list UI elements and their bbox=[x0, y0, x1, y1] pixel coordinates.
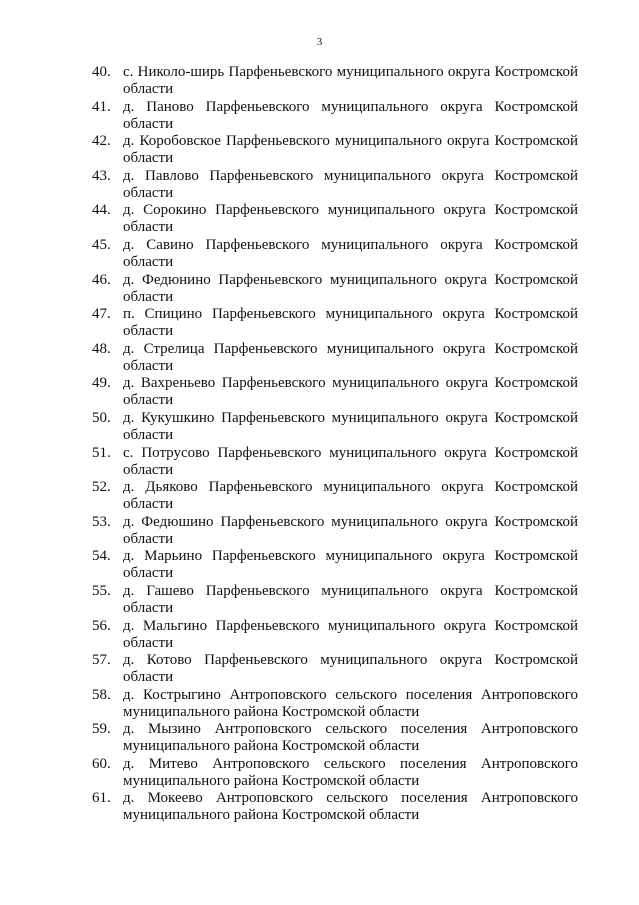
list-item bbox=[92, 514, 578, 548]
list-item bbox=[92, 479, 578, 513]
settlement-list bbox=[92, 64, 578, 825]
list-item bbox=[92, 202, 578, 236]
item-number: 52. bbox=[92, 479, 111, 496]
item-number: 58. bbox=[92, 686, 111, 703]
item-text: с. Потрусово Парфеньевского муниципального округа Костромской области bbox=[123, 444, 578, 478]
list-item bbox=[92, 168, 578, 202]
item-text: д. Котово Парфеньевского муниципального округа Костромской области bbox=[123, 652, 578, 686]
item-number: 45. bbox=[92, 236, 111, 253]
list-item bbox=[92, 790, 578, 824]
item-number: 42. bbox=[92, 133, 111, 150]
item-number: 60. bbox=[92, 755, 111, 772]
item-text: д. Коробовское Парфеньевского муниципального округа Костромской области bbox=[123, 133, 578, 167]
item-number: 47. bbox=[92, 306, 111, 323]
item-number: 50. bbox=[92, 409, 111, 426]
list-item bbox=[92, 445, 578, 479]
item-text: д. Вахреньево Парфеньевского муниципального округа Костромской области bbox=[123, 375, 578, 409]
item-text: д. Гашево Парфеньевского муниципального округа Костромской области bbox=[123, 582, 578, 616]
list-item bbox=[92, 652, 578, 686]
list-item bbox=[92, 756, 578, 790]
list-item bbox=[92, 583, 578, 617]
item-number: 51. bbox=[92, 444, 111, 461]
item-number: 44. bbox=[92, 202, 111, 219]
item-number: 61. bbox=[92, 790, 111, 807]
list-item bbox=[92, 64, 578, 98]
item-number: 46. bbox=[92, 271, 111, 288]
item-number: 53. bbox=[92, 513, 111, 530]
item-text: д. Дьяково Парфеньевского муниципального округа Костромской области bbox=[123, 479, 578, 513]
list-item bbox=[92, 410, 578, 444]
item-text: д. Павлово Парфеньевского муниципального округа Костромской области bbox=[123, 167, 578, 201]
item-text: п. Спицино Парфеньевского муниципального округа Костромской области bbox=[123, 306, 578, 340]
list-item bbox=[92, 721, 578, 755]
item-number: 57. bbox=[92, 652, 111, 669]
item-text: д. Федюшино Парфеньевского муниципального округа Костромской области bbox=[123, 513, 578, 547]
item-text: д. Мокеево Антроповского сельского поселения Антроповского муниципального района Костромской области bbox=[123, 790, 578, 824]
item-text: д. Федюнино Парфеньевского муниципального округа Костромской области bbox=[123, 271, 578, 305]
item-text: д. Паново Парфеньевского муниципального округа Костромской области bbox=[123, 98, 578, 132]
item-number: 49. bbox=[92, 375, 111, 392]
item-number: 41. bbox=[92, 98, 111, 115]
item-text: д. Сорокино Парфеньевского муниципального округа Костромской области bbox=[123, 202, 578, 236]
item-text: д. Марьино Парфеньевского муниципального округа Костромской области bbox=[123, 548, 578, 582]
item-text: с. Николо-ширь Парфеньевского муниципального округа Костромской области bbox=[123, 64, 578, 97]
item-number: 55. bbox=[92, 582, 111, 599]
list-item bbox=[92, 375, 578, 409]
item-text: д. Митево Антроповского сельского поселения Антроповского муниципального района Костромской области bbox=[123, 755, 578, 789]
list-item bbox=[92, 99, 578, 133]
list-item bbox=[92, 618, 578, 652]
item-number: 59. bbox=[92, 721, 111, 738]
list-item bbox=[92, 237, 578, 271]
item-number: 54. bbox=[92, 548, 111, 565]
item-number: 43. bbox=[92, 167, 111, 184]
item-text: д. Кукушкино Парфеньевского муниципального округа Костромской области bbox=[123, 409, 578, 443]
item-number: 48. bbox=[92, 340, 111, 357]
list-item bbox=[92, 687, 578, 721]
item-text: д. Мызино Антроповского сельского поселения Антроповского муниципального района Костромской области bbox=[123, 721, 578, 755]
list-item bbox=[92, 548, 578, 582]
item-text: д. Савино Парфеньевского муниципального округа Костромской области bbox=[123, 236, 578, 270]
item-text: д. Стрелица Парфеньевского муниципального округа Костромской области bbox=[123, 340, 578, 374]
list-item bbox=[92, 341, 578, 375]
item-text: д. Кострыгино Антроповского сельского поселения Антроповского муниципального района Костромской области bbox=[123, 686, 578, 720]
list-item bbox=[92, 133, 578, 167]
list-item bbox=[92, 272, 578, 306]
item-number: 40. bbox=[92, 64, 111, 80]
item-number: 56. bbox=[92, 617, 111, 634]
page-number: 3 bbox=[316, 36, 323, 48]
list-item bbox=[92, 306, 578, 340]
item-text: д. Мальгино Парфеньевского муниципального округа Костромской области bbox=[123, 617, 578, 651]
